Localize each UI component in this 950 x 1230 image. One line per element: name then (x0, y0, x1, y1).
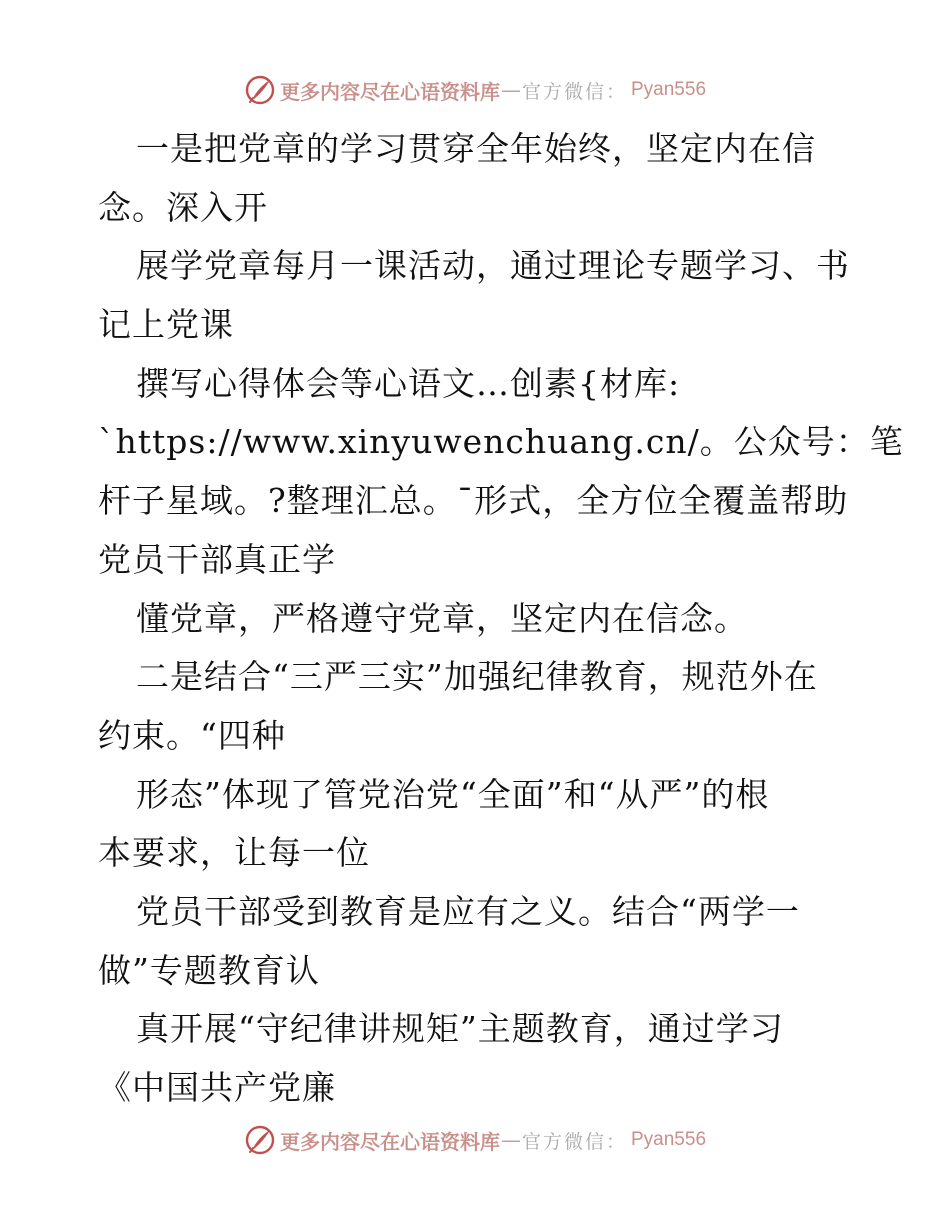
body-line: 约束。“四种 (98, 715, 286, 755)
body-line: 念。深入开 (98, 187, 268, 227)
body-line: 一是把党章的学习贯穿全年始终，坚定内在信 (136, 129, 816, 168)
footer-watermark (0, 1120, 950, 1160)
footer-official-text: 官方微信： (521, 1130, 627, 1153)
footer-brand-text: 更多内容尽在心语资料库 (279, 1129, 500, 1154)
document-body (98, 120, 904, 1118)
body-line: `https://www.xinyuwenchuang.cn/。公众号：笔 (98, 422, 904, 462)
body-line: 撰写心得体会等心语文…创素{材库: (136, 363, 681, 403)
feather-pen-icon (244, 74, 276, 106)
body-line: 记上党课 (98, 305, 234, 345)
body-line: 党员干部真正学 (98, 539, 336, 579)
footer-wechat-id: Pyan556 (631, 1129, 707, 1150)
feather-pen-icon (244, 1124, 276, 1156)
body-line: 《中国共产党廉 (98, 1068, 336, 1107)
body-line: 二是结合“三严三实”加强纪律教育，规范外在 (136, 657, 818, 697)
body-line: 展学党章每月一课活动，通过理论专题学习、书 (136, 246, 850, 286)
header-official-text: 官方微信： (521, 80, 627, 103)
body-line: 党员干部受到教育是应有之义。结合“两学一 (136, 891, 800, 931)
header-wechat-id: Pyan556 (631, 79, 707, 100)
body-line: 杆子星域。?整理汇总。¯形式，全方位全覆盖帮助 (98, 481, 849, 521)
body-line: 真开展“守纪律讲规矩”主题教育，通过学习 (136, 1009, 784, 1049)
body-line: 本要求，让每一位 (98, 833, 370, 873)
body-line: 懂党章，严格遵守党章，坚定内在信念。 (136, 598, 748, 638)
body-line: 形态”体现了管党治党“全面”和“从严”的根 (136, 774, 770, 814)
footer-dash: — (500, 1128, 521, 1152)
header-dash: — (500, 78, 521, 102)
header-watermark (0, 70, 950, 110)
header-brand-text: 更多内容尽在心语资料库 (279, 79, 500, 104)
body-line: 做”专题教育认 (98, 950, 320, 990)
